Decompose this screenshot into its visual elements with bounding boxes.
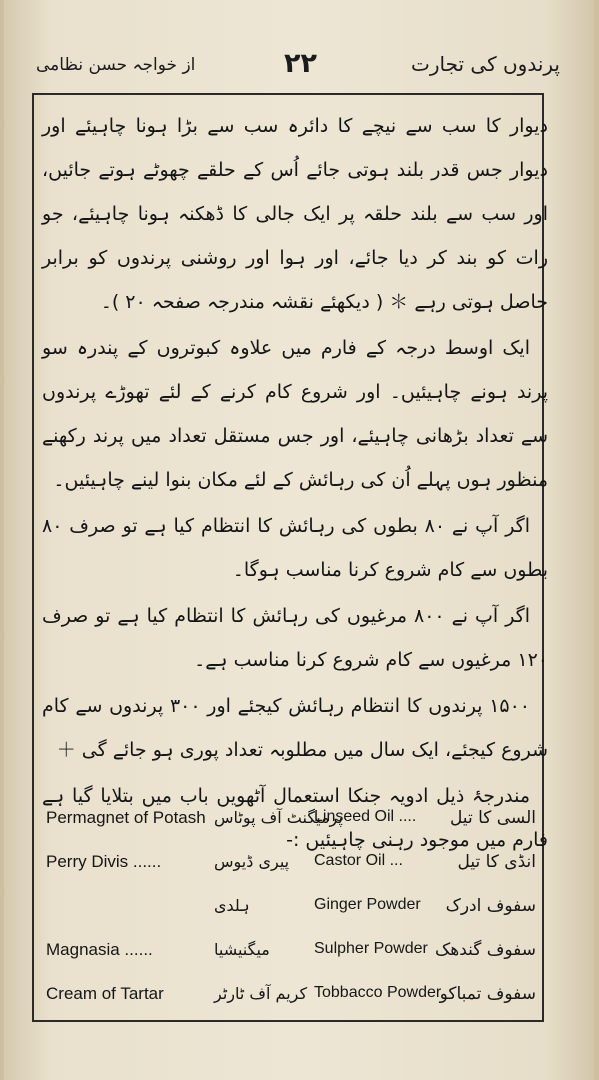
- medicine-urdu-left: کریم آف ٹارٹر: [214, 984, 308, 1003]
- medicine-row: [44, 934, 536, 978]
- medicine-urdu-right: السی کا تیل: [449, 808, 536, 828]
- medicine-row: [44, 846, 536, 890]
- paragraph: اگر آپ نے ۸۰۰ مرغیوں کی رہائش کا انتظام کیا ہے تو صرف ۱۲۰ مرغیوں سے کام شروع کرنا مناسب ہے۔: [42, 605, 548, 671]
- medicine-urdu-right: سفوف تمباکو: [439, 984, 536, 1004]
- paragraph: ۱۵۰۰ پرندوں کا انتظام رہائش کیجئے اور ۳۰۰ پرندوں سے کام شروع کیجئے، ایک سال میں مطلوبہ تعداد پوری ہو جائے گی ＋: [42, 695, 548, 761]
- medicine-english-left: Permagnet of Potash: [46, 808, 206, 827]
- medicine-row: [44, 890, 536, 934]
- medicine-urdu-left: پرمیگنٹ آف پوٹاس: [214, 808, 343, 827]
- medicine-urdu-right: سفوف گندھک: [435, 940, 536, 960]
- paragraph: دیوار کا سب سے نیچے کا دائرہ سب سے بڑا ہونا چاہیئے اور دیوار جس قدر بلند ہوتی جائے اُس کے حلقے چھوٹے ہوتے جائیں، اور سب سے بلند حلقہ پر ایک جالی کا ڈھکنہ ہونا چاہیئے، جو رات کو بند کر دیا جائے، اور ہوا اور روشنی پرندوں کو برابر حاصل ہوتی رہے ＊ ( دیکھئے نقشہ مندرجہ صفحہ ۲۰ )۔: [42, 115, 548, 313]
- page-number: ۲۲: [284, 48, 317, 79]
- medicine-english-right: Sulpher Powder: [314, 940, 428, 957]
- medicine-urdu-left: ہلدی: [214, 896, 250, 915]
- medicine-urdu-left: پیری ڈیوس: [214, 852, 290, 871]
- medicine-english-right: Tobbacco Powder: [314, 984, 442, 1001]
- paragraph: ایک اوسط درجہ کے فارم میں علاوہ کبوتروں کے پندرہ سو پرند ہونے چاہیئیں۔ اور شروع کام کرنے کے لئے تھوڑے پرندوں سے تعداد بڑھانی چاہیئے، اور جس مستقل تعداد میں پرند رکھنے منظور ہوں پہلے اُن کی رہائش کے لئے مکان بنوا لینے چاہیئیں۔: [42, 337, 548, 491]
- medicine-english-left: Cream of Tartar: [46, 984, 164, 1003]
- medicine-english-right: Castor Oil ...: [314, 852, 403, 869]
- book-page: [4, 0, 594, 1080]
- medicine-urdu-right: سفوف ادرک: [445, 896, 536, 916]
- page-header: [26, 40, 572, 88]
- medicine-english-right: Ginger Powder: [314, 896, 421, 913]
- paragraph: مندرجۂ ذیل ادویہ جنکا استعمال آٹھویں باب میں بتلایا گیا ہے فارم میں موجود رہنی چاہیئیں :-: [42, 785, 548, 851]
- medicine-english-right: Linseed Oil ....: [314, 808, 417, 825]
- medicine-english-left: Perry Divis ......: [46, 852, 162, 871]
- medicine-urdu-left: میگنیشیا: [214, 940, 270, 959]
- medicine-english-left: Magnasia ......: [46, 940, 153, 959]
- medicine-row: [44, 978, 536, 1022]
- paragraph: اگر آپ نے ۸۰ بطوں کی رہائش کا انتظام کیا ہے تو صرف ۸۰ بطوں سے کام شروع کرنا مناسب ہوگا۔: [42, 515, 548, 581]
- medicine-row: [44, 802, 536, 846]
- medicine-urdu-right: انڈی کا تیل: [457, 852, 536, 872]
- medicine-list: [44, 802, 536, 1022]
- body-text: [42, 104, 548, 864]
- header-author: از خواجہ حسن نظامی: [36, 55, 196, 75]
- header-title: پرندوں کی تجارت: [411, 52, 560, 76]
